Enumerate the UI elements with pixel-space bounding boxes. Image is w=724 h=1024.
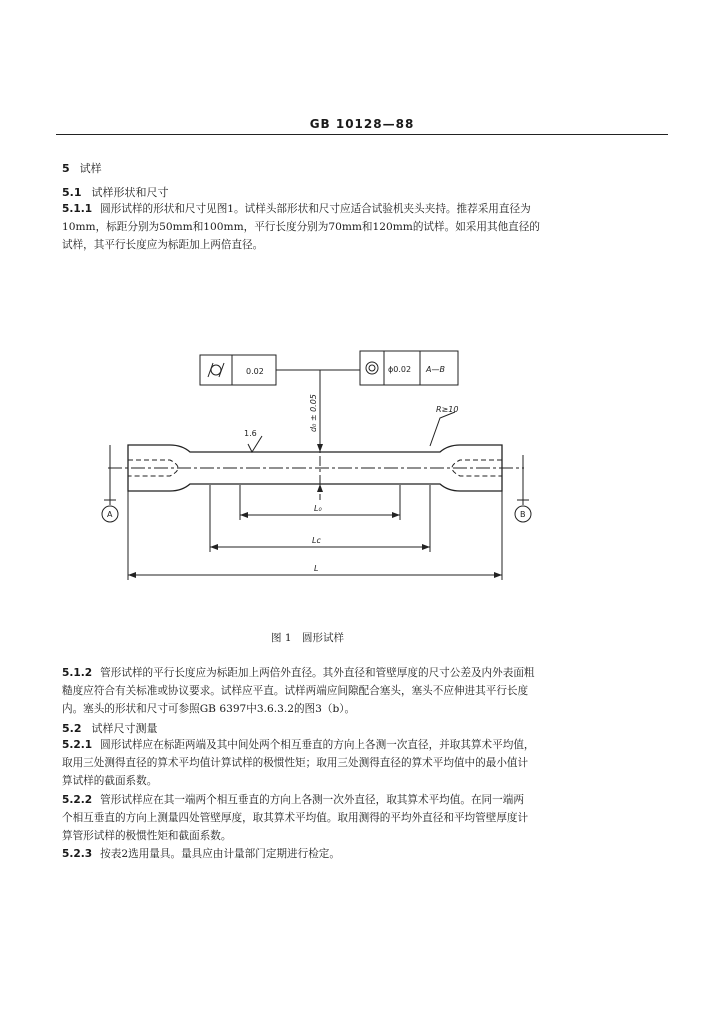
- paragraph-line: 5.2.3 按表2选用量具。量具应由计量部门定期进行检定。: [62, 848, 340, 860]
- section-5-1-heading: [62, 184, 169, 200]
- clause-number: 5.2.2: [62, 794, 93, 806]
- paragraph-5-1-2: [62, 664, 535, 718]
- section-5-heading: [62, 160, 102, 176]
- clause-number: 5.2.3: [62, 848, 93, 860]
- paragraph-line: 取用三处测得直径的算术平均值计算试样的极惯性矩；取用三处测得直径的算术平均值中的最小值计: [62, 757, 529, 769]
- figure-1-specimen-drawing: [0, 330, 724, 630]
- paragraph-line: 算试样的截面系数。: [62, 775, 158, 787]
- paragraph-5-1-1: [62, 200, 540, 254]
- standard-number: GB 10128—88: [309, 117, 415, 131]
- parallel-length-label: Lc: [312, 536, 321, 545]
- diameter-dimension-label: d₀ ± 0.05: [309, 394, 318, 432]
- section-5-2-heading: [62, 720, 158, 736]
- roughness-value: 1.6: [244, 429, 257, 438]
- paragraph-5-2-2: [62, 791, 528, 845]
- section-number: 5.1: [62, 186, 82, 199]
- section-title: 试样尺寸测量: [91, 722, 158, 735]
- section-title: 试样: [79, 162, 102, 175]
- clause-number: 5.1.2: [62, 667, 93, 679]
- paragraph-5-2-1: [62, 736, 535, 790]
- paragraph-line: 5.2.1 圆形试样应在标距两端及其中间处两个相互垂直的方向上各测一次直径，并取其算术平均值，: [62, 739, 535, 751]
- concentricity-icon: [366, 362, 378, 374]
- tolerance-datum-ref: A—B: [426, 365, 445, 374]
- section-number: 5: [62, 162, 70, 175]
- datum-a-label: A: [107, 510, 113, 519]
- paragraph-line: 算管形试样的极惯性矩和截面系数。: [62, 830, 232, 842]
- section-title: 试样形状和尺寸: [91, 186, 169, 199]
- cylindricity-icon: [211, 365, 221, 375]
- datum-b-label: B: [520, 510, 526, 519]
- clause-number: 5.1.1: [62, 203, 93, 215]
- header-rule: [56, 134, 668, 135]
- paragraph-line: 5.1.2 管形试样的平行长度应为标距加上两倍外直径。其外直径和管壁厚度的尺寸公差及内外表面粗: [62, 667, 535, 679]
- total-length-label: L: [314, 564, 319, 573]
- paragraph-line: 内。塞头的形状和尺寸可参照GB 6397中3.6.3.2的图3（b）。: [62, 703, 356, 715]
- roughness-symbol: [248, 436, 262, 452]
- radius-label: R≥10: [436, 405, 459, 414]
- section-number: 5.2: [62, 722, 82, 735]
- paragraph-line: 5.2.2 管形试样应在其一端两个相互垂直的方向上各测一次外直径，取其算术平均值。在同一端两: [62, 794, 524, 806]
- paragraph-line: 试样，其平行长度应为标距加上两倍直径。: [62, 239, 264, 251]
- paragraph-line: 5.1.1 圆形试样的形状和尺寸见图1。试样头部形状和尺寸应适合试验机夹头夹持。推荐采用直径为: [62, 203, 531, 215]
- tolerance-value-right: ϕ0.02: [388, 365, 412, 374]
- clause-number: 5.2.1: [62, 739, 93, 751]
- tolerance-value-left: 0.02: [246, 367, 264, 376]
- paragraph-5-2-3: [62, 845, 340, 863]
- paragraph-line: 10mm，标距分别为50mm和100mm，平行长度分别为70mm和120mm的试样。如采用其他直径的: [62, 221, 540, 233]
- paragraph-line: 个相互垂直的方向上测量四处管壁厚度，取其算术平均值。取用测得的平均外直径和平均管壁厚度计: [62, 812, 529, 824]
- paragraph-line: 糙度应符合有关标准或协议要求。试样应平直。试样两端应间隙配合塞头，塞头不应伸进其平行长度: [62, 685, 529, 697]
- gauge-length-label: L₀: [314, 504, 322, 513]
- figure-caption: 图 1 圆形试样: [271, 632, 345, 644]
